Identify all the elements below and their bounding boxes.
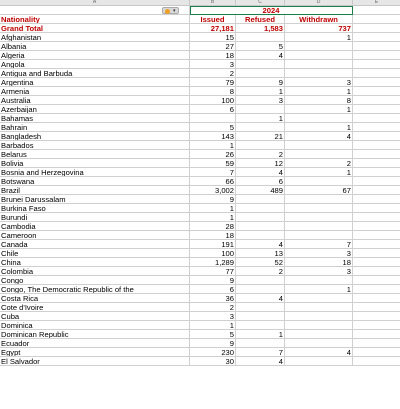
table-row <box>0 339 400 348</box>
withdrawn-cell[interactable]: 7 <box>285 240 353 249</box>
refused-cell[interactable]: 5 <box>236 42 285 51</box>
issued-cell[interactable]: 9 <box>190 276 236 285</box>
empty-cell[interactable] <box>353 330 400 339</box>
issued-cell[interactable]: 9 <box>190 195 236 204</box>
table-row <box>0 276 400 285</box>
nationality-cell[interactable]: El Salvador <box>0 357 190 366</box>
column-header-a[interactable]: A <box>0 0 190 5</box>
refused-cell[interactable]: 2 <box>236 150 285 159</box>
issued-cell[interactable]: 79 <box>190 78 236 87</box>
empty-cell[interactable] <box>353 240 400 249</box>
withdrawn-cell[interactable]: 3 <box>285 267 353 276</box>
issued-cell[interactable]: 15 <box>190 33 236 42</box>
refused-cell[interactable]: 4 <box>236 294 285 303</box>
issued-cell[interactable]: 36 <box>190 294 236 303</box>
withdrawn-cell[interactable]: 2 <box>285 159 353 168</box>
issued-cell[interactable]: 8 <box>190 87 236 96</box>
table-row <box>0 330 400 339</box>
nationality-cell[interactable]: Bosnia and Herzegovina <box>0 168 190 177</box>
refused-cell[interactable] <box>236 33 285 42</box>
refused-cell[interactable] <box>236 105 285 114</box>
table-row <box>0 348 400 357</box>
empty-cell[interactable] <box>353 6 400 15</box>
withdrawn-cell[interactable] <box>285 330 353 339</box>
issued-cell[interactable]: 5 <box>190 123 236 132</box>
withdrawn-cell[interactable] <box>285 231 353 240</box>
nationality-cell[interactable]: Ecuador <box>0 339 190 348</box>
table-row <box>0 159 400 168</box>
empty-cell[interactable] <box>353 141 400 150</box>
withdrawn-cell[interactable] <box>285 276 353 285</box>
refused-cell[interactable]: 4 <box>236 168 285 177</box>
nationality-cell[interactable]: Bahamas <box>0 114 190 123</box>
grand-total-issued[interactable]: 27,181 <box>190 24 236 33</box>
refused-cell[interactable]: 52 <box>236 258 285 267</box>
withdrawn-cell[interactable]: 67 <box>285 186 353 195</box>
column-header-c[interactable]: C <box>236 0 285 5</box>
empty-cell[interactable] <box>353 294 400 303</box>
refused-cell[interactable] <box>236 276 285 285</box>
refused-cell[interactable] <box>236 222 285 231</box>
empty-cell[interactable] <box>353 87 400 96</box>
withdrawn-cell[interactable] <box>285 213 353 222</box>
issued-cell[interactable]: 1 <box>190 204 236 213</box>
empty-cell[interactable] <box>353 159 400 168</box>
empty-cell[interactable] <box>353 177 400 186</box>
withdrawn-cell[interactable] <box>285 195 353 204</box>
empty-cell[interactable] <box>353 213 400 222</box>
empty-cell[interactable] <box>353 285 400 294</box>
issued-cell[interactable]: 1 <box>190 321 236 330</box>
nationality-cell[interactable]: Canada <box>0 240 190 249</box>
withdrawn-cell[interactable] <box>285 114 353 123</box>
issued-cell[interactable]: 7 <box>190 168 236 177</box>
table-row <box>0 294 400 303</box>
issued-cell[interactable]: 66 <box>190 177 236 186</box>
issued-header[interactable]: Issued <box>190 15 236 24</box>
issued-cell[interactable]: 100 <box>190 96 236 105</box>
issued-cell[interactable] <box>190 114 236 123</box>
withdrawn-cell[interactable]: 1 <box>285 105 353 114</box>
nationality-cell[interactable]: Cote d'Ivoire <box>0 303 190 312</box>
table-row <box>0 231 400 240</box>
table-row <box>0 60 400 69</box>
table-row <box>0 312 400 321</box>
table-row <box>0 69 400 78</box>
withdrawn-cell[interactable] <box>285 222 353 231</box>
header-row <box>0 15 400 24</box>
nationality-cell[interactable]: Congo <box>0 276 190 285</box>
grand-total-label[interactable]: Grand Total <box>0 24 190 33</box>
nationality-cell[interactable]: Afghanistan <box>0 33 190 42</box>
withdrawn-cell[interactable]: 1 <box>285 123 353 132</box>
table-row <box>0 240 400 249</box>
table-row <box>0 204 400 213</box>
table-row <box>0 195 400 204</box>
withdrawn-cell[interactable]: 3 <box>285 78 353 87</box>
refused-cell[interactable] <box>236 195 285 204</box>
nationality-cell[interactable]: Brunei Darussalam <box>0 195 190 204</box>
table-row <box>0 33 400 42</box>
nationality-cell[interactable]: Colombia <box>0 267 190 276</box>
empty-cell[interactable] <box>353 348 400 357</box>
refused-cell[interactable] <box>236 321 285 330</box>
issued-cell[interactable]: 3,002 <box>190 186 236 195</box>
issued-cell[interactable]: 18 <box>190 231 236 240</box>
selected-cell-border <box>190 6 353 15</box>
withdrawn-cell[interactable]: 8 <box>285 96 353 105</box>
refused-cell[interactable] <box>236 285 285 294</box>
nationality-cell[interactable]: Cambodia <box>0 222 190 231</box>
nationality-cell[interactable]: Albania <box>0 42 190 51</box>
empty-cell[interactable] <box>353 186 400 195</box>
table-row <box>0 186 400 195</box>
issued-cell[interactable]: 3 <box>190 312 236 321</box>
nationality-cell[interactable]: Egypt <box>0 348 190 357</box>
issued-cell[interactable]: 3 <box>190 60 236 69</box>
empty-cell[interactable] <box>353 231 400 240</box>
refused-cell[interactable] <box>236 123 285 132</box>
withdrawn-cell[interactable]: 18 <box>285 258 353 267</box>
withdrawn-cell[interactable] <box>285 294 353 303</box>
refused-cell[interactable]: 1 <box>236 330 285 339</box>
withdrawn-header[interactable]: Withdrawn <box>285 15 353 24</box>
empty-cell[interactable] <box>353 204 400 213</box>
issued-cell[interactable]: 1 <box>190 213 236 222</box>
year-cell[interactable]: 2024 <box>190 6 353 15</box>
issued-cell[interactable]: 143 <box>190 132 236 141</box>
table-row <box>0 303 400 312</box>
column-header-e[interactable]: E <box>374 0 379 5</box>
withdrawn-cell[interactable] <box>285 312 353 321</box>
withdrawn-cell[interactable]: 4 <box>285 348 353 357</box>
table-row <box>0 114 400 123</box>
nationality-cell[interactable]: Bangladesh <box>0 132 190 141</box>
table-row <box>0 105 400 114</box>
refused-cell[interactable]: 4 <box>236 240 285 249</box>
nationality-cell[interactable]: Cameroon <box>0 231 190 240</box>
nationality-cell[interactable]: Antigua and Barbuda <box>0 69 190 78</box>
withdrawn-cell[interactable]: 1 <box>285 87 353 96</box>
table-row <box>0 258 400 267</box>
issued-cell[interactable]: 28 <box>190 222 236 231</box>
issued-cell[interactable]: 1 <box>190 141 236 150</box>
table-row <box>0 267 400 276</box>
nationality-cell[interactable]: Costa Rica <box>0 294 190 303</box>
refused-cell[interactable]: 9 <box>236 78 285 87</box>
withdrawn-cell[interactable]: 4 <box>285 132 353 141</box>
nationality-cell[interactable]: Dominican Republic <box>0 330 190 339</box>
issued-cell[interactable]: 30 <box>190 357 236 366</box>
nationality-cell[interactable]: Botswana <box>0 177 190 186</box>
refused-cell[interactable] <box>236 141 285 150</box>
withdrawn-cell[interactable] <box>285 339 353 348</box>
withdrawn-cell[interactable] <box>285 303 353 312</box>
empty-cell[interactable] <box>353 60 400 69</box>
nationality-cell[interactable]: China <box>0 258 190 267</box>
empty-cell[interactable] <box>353 150 400 159</box>
withdrawn-cell[interactable] <box>285 60 353 69</box>
issued-cell[interactable]: 5 <box>190 330 236 339</box>
empty-cell[interactable] <box>353 132 400 141</box>
issued-cell[interactable]: 77 <box>190 267 236 276</box>
empty-cell[interactable] <box>353 105 400 114</box>
issued-cell[interactable]: 59 <box>190 159 236 168</box>
refused-cell[interactable]: 2 <box>236 267 285 276</box>
empty-cell[interactable] <box>353 123 400 132</box>
refused-cell[interactable]: 21 <box>236 132 285 141</box>
empty-cell[interactable] <box>353 15 400 24</box>
issued-cell[interactable]: 100 <box>190 249 236 258</box>
column-header-b[interactable]: B <box>190 0 236 5</box>
table-row <box>0 123 400 132</box>
refused-cell[interactable]: 6 <box>236 177 285 186</box>
empty-cell[interactable] <box>353 69 400 78</box>
nationality-cell[interactable]: Barbados <box>0 141 190 150</box>
filter-dropdown-icon <box>165 9 170 14</box>
empty-cell[interactable] <box>353 267 400 276</box>
issued-cell[interactable]: 9 <box>190 339 236 348</box>
withdrawn-cell[interactable] <box>285 321 353 330</box>
empty-cell[interactable] <box>353 321 400 330</box>
table-row <box>0 42 400 51</box>
withdrawn-cell[interactable] <box>285 141 353 150</box>
issued-cell[interactable]: 1,289 <box>190 258 236 267</box>
chevron-down-icon: ▾ <box>173 8 176 14</box>
issued-cell[interactable]: 2 <box>190 69 236 78</box>
issued-cell[interactable]: 6 <box>190 285 236 294</box>
filter-dropdown-button[interactable] <box>162 7 179 14</box>
issued-cell[interactable]: 230 <box>190 348 236 357</box>
empty-cell[interactable] <box>353 168 400 177</box>
table-row <box>0 96 400 105</box>
table-row <box>0 249 400 258</box>
table-row <box>0 357 400 366</box>
year-row <box>0 6 400 15</box>
issued-cell[interactable]: 2 <box>190 303 236 312</box>
empty-cell[interactable] <box>353 276 400 285</box>
issued-cell[interactable]: 191 <box>190 240 236 249</box>
refused-cell[interactable]: 4 <box>236 357 285 366</box>
refused-cell[interactable]: 7 <box>236 348 285 357</box>
grand-total-refused[interactable]: 1,583 <box>236 24 285 33</box>
withdrawn-cell[interactable] <box>285 204 353 213</box>
table-row <box>0 222 400 231</box>
nationality-cell[interactable]: Australia <box>0 96 190 105</box>
grand-total-withdrawn[interactable]: 737 <box>285 24 353 33</box>
table-row <box>0 177 400 186</box>
table-row <box>0 87 400 96</box>
refused-cell[interactable]: 12 <box>236 159 285 168</box>
column-header-d[interactable]: D <box>285 0 353 5</box>
refused-cell[interactable] <box>236 213 285 222</box>
refused-cell[interactable] <box>236 339 285 348</box>
refused-cell[interactable] <box>236 204 285 213</box>
nationality-cell[interactable]: Algeria <box>0 51 190 60</box>
issued-cell[interactable]: 6 <box>190 105 236 114</box>
nationality-cell[interactable]: Argentina <box>0 78 190 87</box>
withdrawn-cell[interactable]: 3 <box>285 249 353 258</box>
withdrawn-cell[interactable] <box>285 42 353 51</box>
refused-cell[interactable] <box>236 303 285 312</box>
table-row <box>0 285 400 294</box>
table-row <box>0 150 400 159</box>
nationality-cell[interactable]: Azerbaijan <box>0 105 190 114</box>
withdrawn-cell[interactable]: 1 <box>285 168 353 177</box>
refused-cell[interactable] <box>236 60 285 69</box>
nationality-cell[interactable]: Belarus <box>0 150 190 159</box>
table-row <box>0 168 400 177</box>
withdrawn-cell[interactable] <box>285 51 353 60</box>
table-row <box>0 78 400 87</box>
nationality-cell[interactable]: Cuba <box>0 312 190 321</box>
empty-cell[interactable] <box>353 33 400 42</box>
empty-cell[interactable] <box>353 339 400 348</box>
table-row <box>0 51 400 60</box>
refused-cell[interactable]: 1 <box>236 114 285 123</box>
table-row <box>0 213 400 222</box>
empty-cell[interactable] <box>353 258 400 267</box>
issued-cell[interactable]: 26 <box>190 150 236 159</box>
empty-cell[interactable] <box>353 51 400 60</box>
refused-cell[interactable]: 489 <box>236 186 285 195</box>
grand-total-row <box>0 24 400 33</box>
empty-cell[interactable] <box>353 222 400 231</box>
nationality-cell[interactable]: Chile <box>0 249 190 258</box>
withdrawn-cell[interactable]: 1 <box>285 33 353 42</box>
nationality-cell[interactable]: Angola <box>0 60 190 69</box>
nationality-cell[interactable]: Brazil <box>0 186 190 195</box>
table-row <box>0 321 400 330</box>
empty-cell[interactable] <box>353 357 400 366</box>
withdrawn-cell[interactable] <box>285 69 353 78</box>
table-row <box>0 132 400 141</box>
empty-cell[interactable] <box>353 42 400 51</box>
empty-cell[interactable] <box>353 114 400 123</box>
nationality-cell[interactable]: Burkina Faso <box>0 204 190 213</box>
refused-cell[interactable] <box>236 231 285 240</box>
nationality-header[interactable]: Nationality <box>0 15 190 24</box>
empty-cell[interactable] <box>353 78 400 87</box>
empty-cell[interactable] <box>353 312 400 321</box>
nationality-cell[interactable]: Armenia <box>0 87 190 96</box>
refused-header[interactable]: Refused <box>236 15 285 24</box>
issued-cell[interactable]: 18 <box>190 51 236 60</box>
withdrawn-cell[interactable]: 1 <box>285 285 353 294</box>
refused-cell[interactable]: 1 <box>236 87 285 96</box>
refused-cell[interactable] <box>236 69 285 78</box>
empty-cell[interactable] <box>353 96 400 105</box>
refused-cell[interactable] <box>236 312 285 321</box>
nationality-cell[interactable]: Bolivia <box>0 159 190 168</box>
empty-cell[interactable] <box>353 249 400 258</box>
refused-cell[interactable]: 13 <box>236 249 285 258</box>
nationality-cell[interactable]: Congo, The Democratic Republic of the <box>0 285 190 294</box>
empty-cell[interactable] <box>353 303 400 312</box>
empty-cell[interactable] <box>353 195 400 204</box>
refused-cell[interactable]: 3 <box>236 96 285 105</box>
withdrawn-cell[interactable] <box>285 357 353 366</box>
withdrawn-cell[interactable] <box>285 150 353 159</box>
withdrawn-cell[interactable] <box>285 177 353 186</box>
nationality-cell[interactable]: Dominica <box>0 321 190 330</box>
nationality-cell[interactable]: Bahrain <box>0 123 190 132</box>
table-row <box>0 141 400 150</box>
nationality-cell[interactable]: Burundi <box>0 213 190 222</box>
refused-cell[interactable]: 4 <box>236 51 285 60</box>
issued-cell[interactable]: 27 <box>190 42 236 51</box>
empty-cell[interactable] <box>353 24 400 33</box>
